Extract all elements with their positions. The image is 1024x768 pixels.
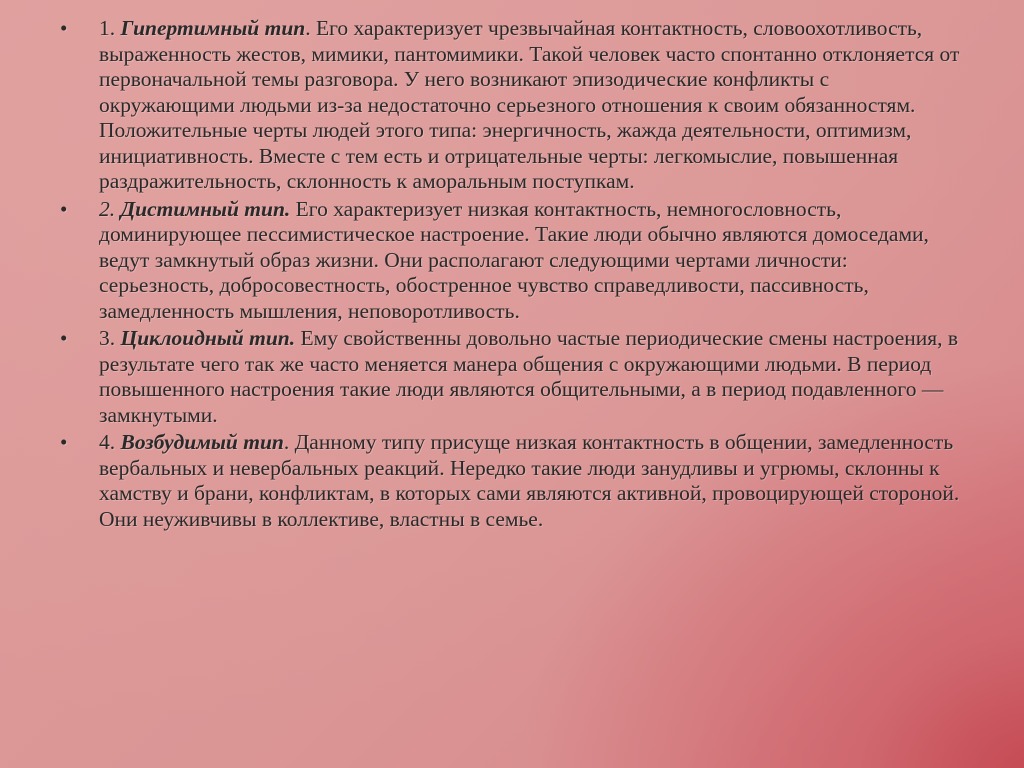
bullet-icon: • xyxy=(60,430,68,454)
list-item-hyperthymic xyxy=(60,16,960,195)
item-text: Его характеризует низкая контактность, немногословность, доминирующее пессимистическое настроение. Такие люди обычно являются домоседами, ведут замкнутый образ жизни. Они располагают следующими чертами личности: серьезность, добросовестность, обостренное чувство справедливости, пассивность, замедленность мышления, неповоротливость. xyxy=(99,196,929,323)
item-term: Гипертимный тип xyxy=(120,16,306,40)
item-number: 3. xyxy=(99,326,121,350)
bullet-list xyxy=(60,16,960,534)
item-term-suffix: . xyxy=(283,430,290,454)
item-number: 4. xyxy=(99,430,121,454)
list-item-dysthymic xyxy=(60,197,960,325)
list-item-cycloid xyxy=(60,326,960,428)
item-term-suffix: . xyxy=(289,326,296,350)
list-item-excitable xyxy=(60,430,960,532)
item-number: 1. xyxy=(99,16,121,40)
item-number: 2. xyxy=(99,196,121,221)
item-term: Возбудимый тип xyxy=(120,430,284,454)
item-text: Его характеризует чрезвычайная контактность, словоохотливость, выраженность жестов, мимики, пантомимики. Такой человек часто спонтанно отклоняется от первоначальной темы разговора. У него возникают эпизодические конфликты с окружающими людьми из-за недостаточно серьезного отношения к своим обязанностям. Положительные черты людей этого типа: энергичность, жажда деятельности, оптимизм, инициативность. Вместе с тем есть и отрицательные черты: легкомыслие, повышенная раздражительность, склонность к аморальным поступкам. xyxy=(99,16,960,193)
item-text: Данному типу присуще низкая контактность в общении, замедленность вербальных и невербальных реакций. Нередко такие люди занудливы и угрюмы, склонны к хамству и брани, конфликтам, в которых сами являются активной, провоцирующей стороной. Они неуживчивы в коллективе, властны в семье. xyxy=(99,430,960,531)
bullet-icon: • xyxy=(60,326,68,350)
item-term-suffix: . xyxy=(305,16,311,40)
bullet-icon: • xyxy=(60,196,68,221)
item-term-suffix: . xyxy=(284,196,291,221)
item-term: Циклоидный тип xyxy=(120,326,290,350)
item-text: Ему свойственны довольно частые периодические смены настроения, в результате чего так же часто меняется манера общения с окружающими людьми. В период повышенного настроения такие люди являются общительными, а в период подавленного — замкнутыми. xyxy=(99,326,959,427)
bullet-icon: • xyxy=(60,16,68,40)
item-term: Дистимный тип xyxy=(120,196,285,221)
